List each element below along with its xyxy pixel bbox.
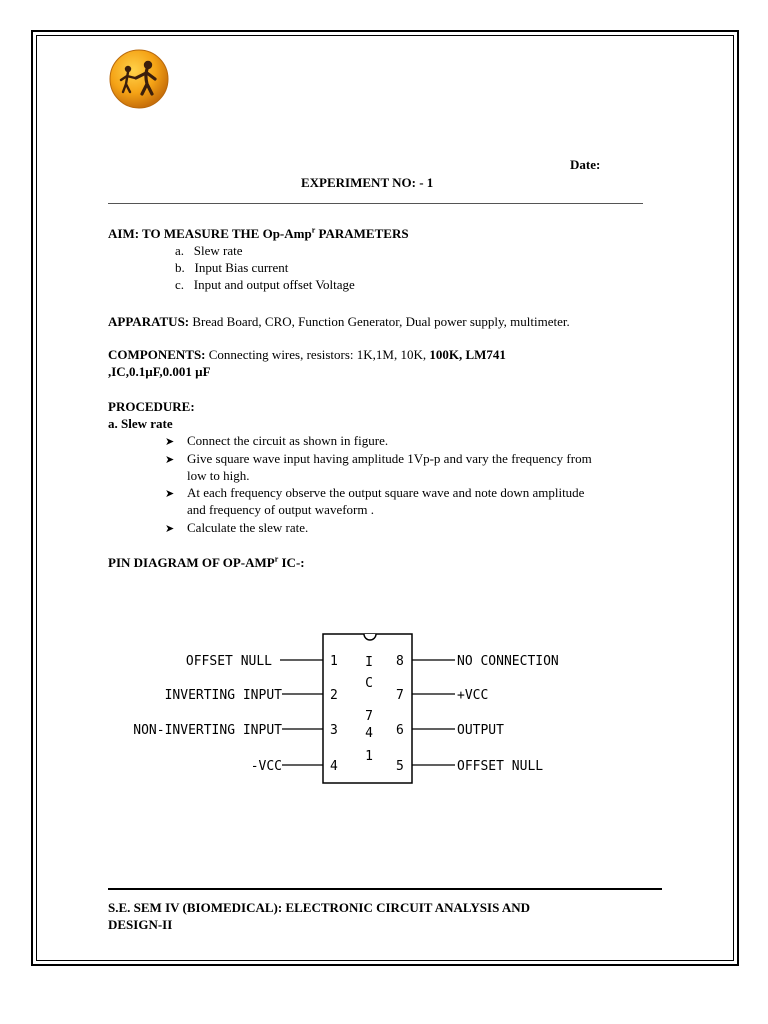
experiment-title: EXPERIMENT NO: - 1 [301,175,434,190]
chip-label: 7 [365,709,373,724]
procedure-step: ➤ Connect the circuit as shown in figure. [165,433,389,448]
procedure-step-continuation: low to high. [187,468,250,483]
header-divider [108,203,643,204]
procedure-step: ➤ Calculate the slew rate. [165,520,309,535]
pin-number: 8 [396,654,404,669]
procedure-step: ➤ Give square wave input having amplitude 1Vp-p and vary the frequency from [165,451,592,466]
aim-heading: AIM: TO MEASURE THE Op-Amp$^r$ PARAMETERS [108,225,409,241]
chip-label: I [365,655,373,670]
pin-number: 7 [396,688,404,703]
pin-number: 3 [330,723,338,738]
procedure-step: ➤ At each frequency observe the output square wave and note down amplitude [165,485,585,500]
chip-label: C [365,676,373,691]
pin-number: 1 [330,654,338,669]
chip-label: 1 [365,749,373,764]
bullet-arrow-icon: ➤ [165,487,175,500]
pin-label-offset-null: OFFSET NULL [185,654,272,669]
procedure-step-continuation: and frequency of output waveform . [187,502,374,517]
footer-course-line-2: DESIGN-II [108,917,173,932]
aim-item: c. Input and output offset Voltage [175,277,355,292]
bullet-arrow-icon: ➤ [165,453,175,466]
components-line-2: ,IC,0.1µF,0.001 µF [108,364,211,379]
components-line: COMPONENTS: Connecting wires, resistors: 1K,1M, 10K, 100K, LM741 [108,347,506,362]
apparatus-line: APPARATUS: Bread Board, CRO, Function Generator, Dual power supply, multimeter. [108,314,570,329]
ic-notch [364,634,376,640]
pin-number: 2 [330,688,338,703]
pin-label-no-connection: NO CONNECTION [457,654,559,669]
procedure-subheading: a. Slew rate [108,416,173,431]
pin-diagram-heading: PIN DIAGRAM OF OP-AMP$^r$ IC-: [108,554,305,570]
bullet-arrow-icon: ➤ [165,522,175,535]
date-label: Date: [570,157,601,172]
pin-number: 4 [330,759,338,774]
procedure-heading: PROCEDURE: [108,399,195,414]
pin-number: 5 [396,759,404,774]
footer-course-line-1: S.E. SEM IV (BIOMEDICAL): ELECTRONIC CIRCUIT ANALYSIS AND [108,900,530,915]
bullet-arrow-icon: ➤ [165,435,175,448]
pin-label-plus-vcc: +VCC [457,688,489,703]
pin-label-output: OUTPUT [457,723,504,738]
aim-item: a. Slew rate [175,243,243,258]
footer-divider [108,888,662,890]
pin-label-inverting-input: INVERTING INPUT [164,688,282,703]
ic-pin-diagram [100,625,600,790]
pin-label-offset-null-2: OFFSET NULL [457,759,544,774]
institution-logo [108,48,170,110]
pin-number: 6 [396,723,404,738]
aim-item: b. Input Bias current [175,260,289,275]
pin-label-non-inverting-input: NON-INVERTING INPUT [133,723,282,738]
chip-label: 4 [365,726,373,741]
pin-label-minus-vcc: -VCC [250,759,282,774]
